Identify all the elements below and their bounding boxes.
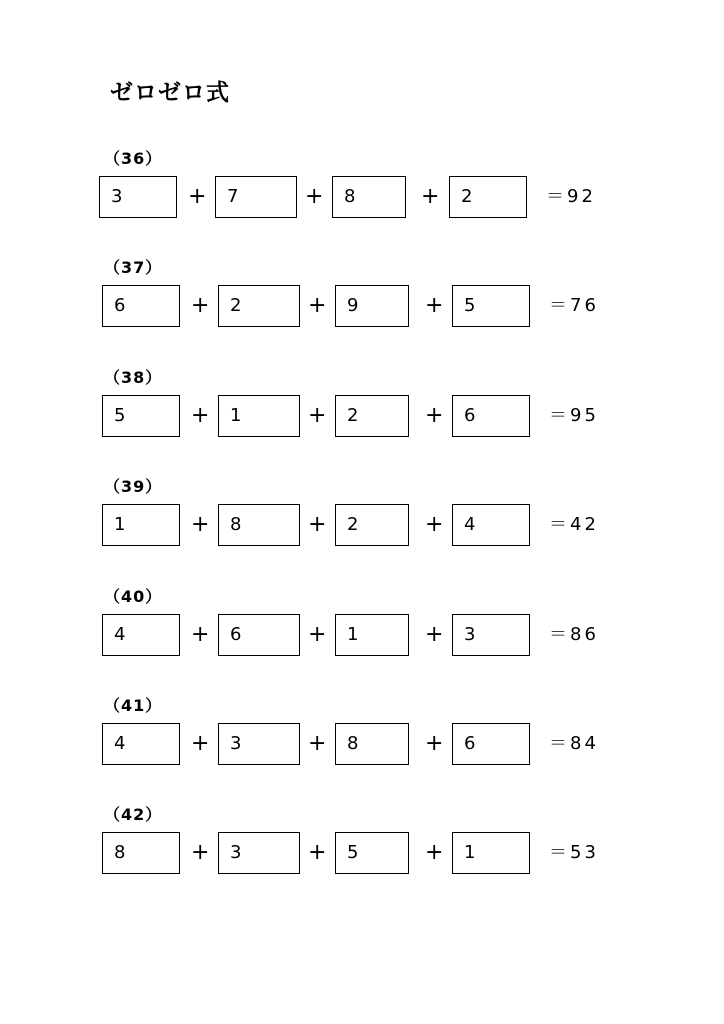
problem-number: （36） [104,149,163,168]
answer-box-4[interactable]: 2 [449,176,527,218]
problem-37 [0,255,724,345]
plus-sign: + [308,731,327,756]
answer-box-2[interactable]: 3 [218,832,300,874]
plus-sign: + [425,622,444,647]
result-value: ＝86 [549,624,599,645]
plus-sign: + [308,840,327,865]
plus-sign: + [308,403,327,428]
result-value: ＝53 [549,842,599,863]
answer-box-2[interactable]: 7 [215,176,297,218]
plus-sign: + [425,403,444,428]
answer-box-3[interactable]: 9 [335,285,409,327]
answer-box-3[interactable]: 8 [332,176,406,218]
plus-sign: + [425,840,444,865]
problem-number: （37） [104,258,163,277]
answer-box-2[interactable]: 3 [218,723,300,765]
plus-sign: + [191,622,210,647]
problem-40 [0,584,724,674]
answer-box-1[interactable]: 6 [102,285,180,327]
result-value: ＝84 [549,733,599,754]
plus-sign: + [425,731,444,756]
problem-38 [0,365,724,455]
problem-number: （40） [104,587,163,606]
answer-box-1[interactable]: 3 [99,176,177,218]
answer-box-3[interactable]: 1 [335,614,409,656]
plus-sign: + [305,184,324,209]
answer-box-1[interactable]: 5 [102,395,180,437]
plus-sign: + [425,293,444,318]
plus-sign: + [191,731,210,756]
problem-39 [0,474,724,564]
plus-sign: + [191,840,210,865]
answer-box-4[interactable]: 4 [452,504,530,546]
answer-box-3[interactable]: 8 [335,723,409,765]
answer-box-2[interactable]: 2 [218,285,300,327]
problem-number: （41） [104,696,163,715]
answer-box-2[interactable]: 8 [218,504,300,546]
answer-box-1[interactable]: 4 [102,614,180,656]
answer-box-2[interactable]: 1 [218,395,300,437]
answer-box-4[interactable]: 3 [452,614,530,656]
answer-box-2[interactable]: 6 [218,614,300,656]
problem-number: （42） [104,805,163,824]
plus-sign: + [191,403,210,428]
result-value: ＝92 [546,186,596,207]
answer-box-4[interactable]: 5 [452,285,530,327]
result-value: ＝95 [549,405,599,426]
answer-box-4[interactable]: 6 [452,723,530,765]
answer-box-3[interactable]: 2 [335,504,409,546]
result-value: ＝42 [549,514,599,535]
result-value: ＝76 [549,295,599,316]
answer-box-4[interactable]: 1 [452,832,530,874]
problem-41 [0,693,724,783]
answer-box-3[interactable]: 2 [335,395,409,437]
answer-box-1[interactable]: 1 [102,504,180,546]
problem-42 [0,802,724,892]
answer-box-1[interactable]: 8 [102,832,180,874]
plus-sign: + [308,293,327,318]
plus-sign: + [191,512,210,537]
plus-sign: + [191,293,210,318]
problem-number: （38） [104,368,163,387]
answer-box-1[interactable]: 4 [102,723,180,765]
plus-sign: + [188,184,207,209]
problem-36 [0,146,724,236]
plus-sign: + [425,512,444,537]
problem-number: （39） [104,477,163,496]
answer-box-3[interactable]: 5 [335,832,409,874]
plus-sign: + [421,184,440,209]
plus-sign: + [308,512,327,537]
answer-box-4[interactable]: 6 [452,395,530,437]
worksheet-title: ゼロゼロ式 [110,80,230,106]
plus-sign: + [308,622,327,647]
